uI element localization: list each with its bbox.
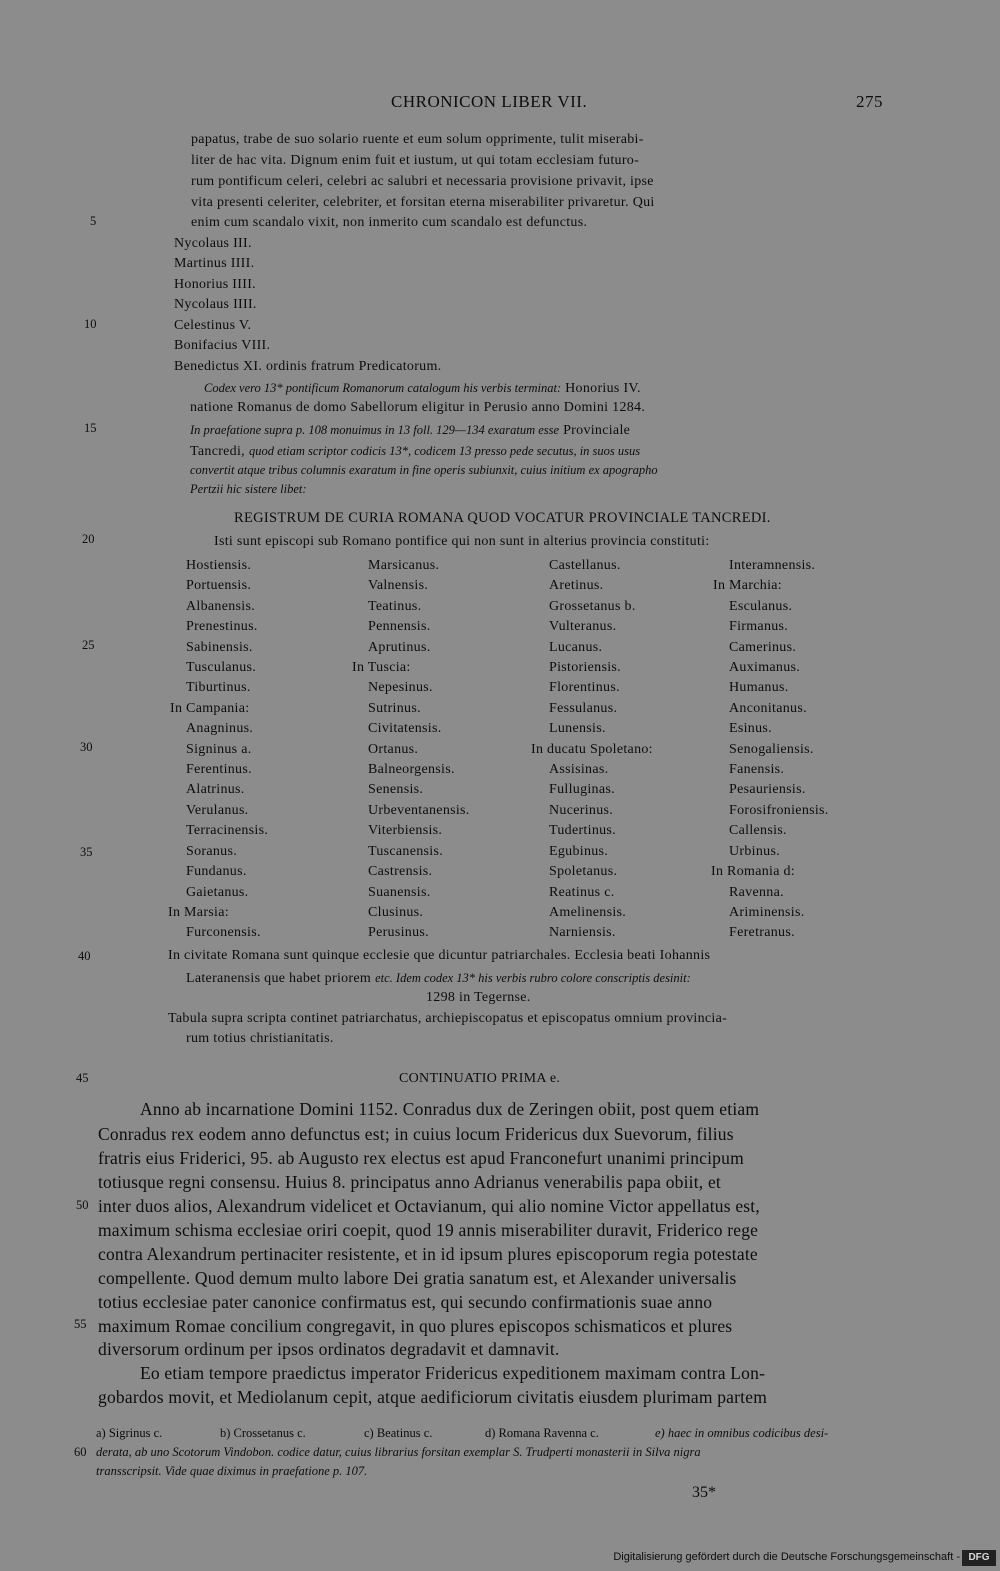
diocese-entry: Esinus. <box>729 721 772 737</box>
diocese-entry: Viterbiensis. <box>368 823 443 839</box>
registrum-intro: Isti sunt episcopi sub Romano pontifice qui non sunt in alterius provincia constituti: <box>214 534 710 549</box>
diocese-entry: Civitatensis. <box>368 721 442 737</box>
diocese-entry: Vulteranus. <box>549 619 617 635</box>
diocese-entry: Tiburtinus. <box>186 680 251 696</box>
diocese-entry: Terracinensis. <box>186 823 269 839</box>
province-heading: In Marchia: <box>713 578 782 594</box>
diocese-entry: Sabinensis. <box>186 639 253 655</box>
diocese-entry: Grossetanus b. <box>549 598 636 614</box>
province-heading: In Campania: <box>170 700 250 716</box>
codex-note-roman: Provinciale <box>563 423 631 438</box>
diocese-entry: Ariminensis. <box>729 904 805 920</box>
diocese-entry: Alatrinus. <box>186 782 245 798</box>
continuatio-line: compellente. Quod demum multo labore Dei gratia sanatum est, et Alexander universalis <box>98 1268 737 1288</box>
pope-entry: Martinus IIII. <box>174 256 255 271</box>
diocese-entry: Nepesinus. <box>368 680 433 696</box>
codex-note-line: Pertzii hic sistere libet: <box>190 482 307 496</box>
diocese-entry: Castrensis. <box>368 864 433 880</box>
continuatio-line: maximum Romae concilium congregavit, in quo plures episcopos schismaticos et plures <box>98 1316 733 1336</box>
line-number: 50 <box>76 1198 89 1212</box>
diocese-entry: Spoletanus. <box>549 864 618 880</box>
diocese-entry: Soranus. <box>186 843 238 859</box>
diocese-entry: Esculanus. <box>729 598 793 614</box>
codex-note-line <box>190 421 630 439</box>
diocese-entry: Castellanus. <box>549 558 621 573</box>
pope-entry: Nycolaus IIII. <box>174 297 257 312</box>
registrum-closing <box>186 969 691 987</box>
continuatio-heading: CONTINUATIO PRIMA e. <box>399 1071 561 1086</box>
line-number: 40 <box>78 949 91 963</box>
registrum-column-2 <box>352 556 470 944</box>
footnote-d: d) Romana Ravenna c. <box>485 1426 599 1440</box>
diocese-entry: Fanensis. <box>729 762 785 778</box>
footnote-a: a) Sigrinus c. <box>96 1426 163 1440</box>
diocese-entry: Clusinus. <box>368 904 424 920</box>
diocese-entry: Anagninus. <box>186 721 254 737</box>
diocese-entry: Pistoriensis. <box>549 660 621 676</box>
line-number: 25 <box>82 638 95 652</box>
continuatio-line: Conradus rex eodem anno defunctus est; in cuius locum Fridericus dux Suevorum, filius <box>98 1124 734 1144</box>
diocese-entry: Senensis. <box>368 782 424 798</box>
codex-note-italic: In praefatione supra p. 108 monuimus in 13 foll. 129—134 exaratum esse <box>190 423 560 437</box>
continuatio-line: diversorum ordinum per ipsos ordinatos degradavit et damnavit. <box>98 1339 560 1359</box>
diocese-entry: Senogaliensis. <box>729 741 814 757</box>
continuatio-line: totius ecclesiae pater canonice confirmatus est, qui secundo confirmationis suae anno <box>98 1292 713 1312</box>
diocese-entry: Tuscanensis. <box>368 843 444 859</box>
diocese-entry: Urbinus. <box>729 843 781 859</box>
diocese-entry: Signinus a. <box>186 741 252 757</box>
diocese-entry: Ortanus. <box>368 741 419 757</box>
continuatio-line: totiusque regni consensu. Huius 8. principatus anno Adrianus venerabilis papa obiit, et <box>98 1172 721 1192</box>
codex-note-line <box>204 379 641 397</box>
diocese-entry: Humanus. <box>729 680 789 696</box>
registrum-closing: 1298 in Tegernse. <box>426 990 531 1005</box>
diocese-entry: Aretinus. <box>549 578 604 594</box>
footnote-e: e) haec in omnibus codicibus desi- <box>655 1426 829 1440</box>
codex-note-line: natione Romanus de domo Sabellorum eligitur in Perusio anno Domini 1284. <box>190 400 646 415</box>
diocese-entry: Feretranus. <box>729 925 795 941</box>
closing-roman: Lateranensis que habet priorem <box>186 971 372 986</box>
diocese-entry: Teatinus. <box>368 598 422 614</box>
running-title: CHRONICON LIBER VII. <box>391 92 588 111</box>
diocese-entry: Pennensis. <box>368 619 431 635</box>
province-heading: In Marsia: <box>168 904 229 920</box>
signature-mark: 35* <box>692 1484 716 1501</box>
line-number: 55 <box>74 1317 87 1331</box>
diocese-entry: Tusculanus. <box>186 660 257 676</box>
line-number: 5 <box>90 214 97 228</box>
registrum-column-3 <box>531 556 653 944</box>
diocese-entry: Ferentinus. <box>186 762 252 778</box>
footnote-line: derata, ab uno Scotorum Vindobon. codice datur, cuius librarius forsitan exemplar S. Trudperti monasterii in Silva nigra <box>96 1445 701 1459</box>
intro-line: papatus, trabe de suo solario ruente et eum solum opprimente, tulit miserabi- <box>191 132 644 147</box>
diocese-entry: Marsicanus. <box>368 558 440 573</box>
continuatio-line: inter duos alios, Alexandrum videlicet et Octavianum, qui alio nomine Victor appellatus est, <box>98 1196 760 1216</box>
diocese-entry: Pesauriensis. <box>729 782 806 798</box>
diocese-entry: Firmanus. <box>729 619 789 635</box>
diocese-entry: Reatinus c. <box>549 884 615 900</box>
footnote-b: b) Crossetanus c. <box>220 1426 306 1440</box>
diocese-entry: Assisinas. <box>549 762 609 778</box>
diocese-entry: Urbeventanensis. <box>368 802 470 818</box>
province-heading: In Tuscia: <box>352 660 411 676</box>
diocese-entry: Narniensis. <box>549 925 616 941</box>
diocese-entry: Gaietanus. <box>186 884 249 900</box>
diocese-entry: Prenestinus. <box>186 619 258 635</box>
diocese-entry: Callensis. <box>729 823 787 839</box>
diocese-entry: Florentinus. <box>549 680 620 696</box>
intro-line: rum pontificum celeri, celebri ac salubri et necessaria provisione privavit, ipse <box>191 174 654 189</box>
diocese-entry: Balneorgensis. <box>368 762 455 778</box>
continuatio-line: maximum schisma ecclesiae oriri coepit, quod 19 annis miserabiliter duravit, Friderico rege <box>98 1220 759 1240</box>
diocese-entry: Portuensis. <box>186 578 252 594</box>
codex-note-line: convertit atque tribus columnis exaratum in fine operis subiunxit, cuius initium ex apographo <box>190 463 658 477</box>
diocese-entry: Albanensis. <box>186 598 256 614</box>
intro-line: enim cum scandalo vixit, non inmerito cum scandalo est defunctus. <box>191 215 588 230</box>
diocese-entry: Fundanus. <box>186 864 247 880</box>
diocese-entry: Tudertinus. <box>549 823 616 839</box>
line-number: 20 <box>82 532 95 546</box>
codex-note-italic: quod etiam scriptor codicis 13*, codicem 13 presso pede secutus, in suos usus <box>248 444 641 458</box>
line-number: 10 <box>84 317 97 331</box>
dfg-logo: DFG <box>962 1550 996 1566</box>
footnote-line: transscripsit. Vide quae diximus in praefatione p. 107. <box>96 1464 368 1478</box>
diocese-entry: Nucerinus. <box>549 802 614 818</box>
diocese-entry: Perusinus. <box>368 925 429 941</box>
codex-note-italic: Codex vero 13* pontificum Romanorum catalogum his verbis terminat: <box>204 381 562 395</box>
diocese-entry: Interamnensis. <box>729 558 816 573</box>
registrum-closing: In civitate Romana sunt quinque ecclesie que dicuntur patriarchales. Ecclesia beati Iohannis <box>168 948 711 963</box>
codex-note-roman: Tancredi, <box>190 444 245 459</box>
diocese-entry: Amelinensis. <box>549 904 627 920</box>
diocese-entry: Verulanus. <box>186 802 249 818</box>
diocese-entry: Camerinus. <box>729 639 797 655</box>
registrum-heading: REGISTRUM DE CURIA ROMANA QUOD VOCATUR PROVINCIALE TANCREDI. <box>234 510 771 526</box>
continuatio-line: Anno ab incarnatione Domini 1152. Conradus dux de Zeringen obiit, post quem etiam <box>140 1099 760 1119</box>
pope-entry: Honorius IIII. <box>174 277 256 292</box>
diocese-entry: Auximanus. <box>729 660 801 676</box>
pope-entry: Benedictus XI. ordinis fratrum Predicatorum. <box>174 359 442 374</box>
continuatio-line: fratris eius Friderici, 95. ab Augusto rex electus est apud Franconefurt unanimi principum <box>98 1148 744 1168</box>
line-number: 15 <box>84 421 97 435</box>
line-number: 60 <box>74 1445 87 1459</box>
continuatio-line: Eo etiam tempore praedictus imperator Fridericus expeditionem maximam contra Lon- <box>140 1363 766 1383</box>
tabula-line: rum totius christianitatis. <box>186 1031 334 1046</box>
diocese-entry: Sutrinus. <box>368 700 421 716</box>
diocese-entry: Furconensis. <box>186 925 261 941</box>
digitization-credit: Digitalisierung gefördert durch die Deutsche Forschungsgemeinschaft - <box>613 1551 960 1563</box>
line-number: 45 <box>76 1071 89 1085</box>
intro-line: liter de hac vita. Dignum enim fuit et iustum, ut qui totam ecclesiam futuro- <box>191 153 640 168</box>
page-number: 275 <box>856 92 883 111</box>
pope-entry: Bonifacius VIII. <box>174 338 271 353</box>
diocese-entry: Fulluginas. <box>549 782 615 798</box>
diocese-entry: Lucanus. <box>549 639 603 655</box>
diocese-entry: Fessulanus. <box>549 700 618 716</box>
diocese-entry: Ravenna. <box>729 884 784 900</box>
diocese-entry: Anconitanus. <box>729 700 807 716</box>
diocese-entry: Egubinus. <box>549 843 609 859</box>
diocese-entry: Forosifroniensis. <box>729 802 829 818</box>
diocese-entry: Hostiensis. <box>186 558 252 573</box>
line-number: 35 <box>80 845 93 859</box>
intro-line: vita presenti celeriter, celebriter, et forsitan eterna miserabiliter privaretur. Qui <box>191 195 655 210</box>
codex-note-roman: Honorius IV. <box>565 381 641 396</box>
tabula-line: Tabula supra scripta continet patriarchatus, archiepiscopatus et episcopatus omnium provincia- <box>168 1011 728 1026</box>
pope-entry: Nycolaus III. <box>174 236 252 251</box>
province-heading: In ducatu Spoletano: <box>531 741 653 757</box>
pope-entry: Celestinus V. <box>174 318 252 333</box>
line-number: 30 <box>80 740 93 754</box>
closing-italic: etc. Idem codex 13* his verbis rubro colore conscriptis desinit: <box>375 971 691 985</box>
codex-note-line <box>190 442 640 460</box>
footnote-c: c) Beatinus c. <box>364 1426 433 1440</box>
diocese-entry: Valnensis. <box>368 578 429 594</box>
continuatio-line: gobardos movit, et Mediolanum cepit, atque aedificiorum civitatis eiusdem plurimam partem <box>98 1387 768 1407</box>
registrum-column-1 <box>168 556 269 944</box>
diocese-entry: Suanensis. <box>368 884 431 900</box>
province-heading: In Romania d: <box>711 864 795 880</box>
continuatio-line: contra Alexandrum pertinaciter resistente, et in id ipsum plures episcoporum regia potestate <box>98 1244 758 1264</box>
diocese-entry: Lunensis. <box>549 721 606 737</box>
registrum-column-4 <box>711 556 829 944</box>
diocese-entry: Aprutinus. <box>368 639 431 655</box>
